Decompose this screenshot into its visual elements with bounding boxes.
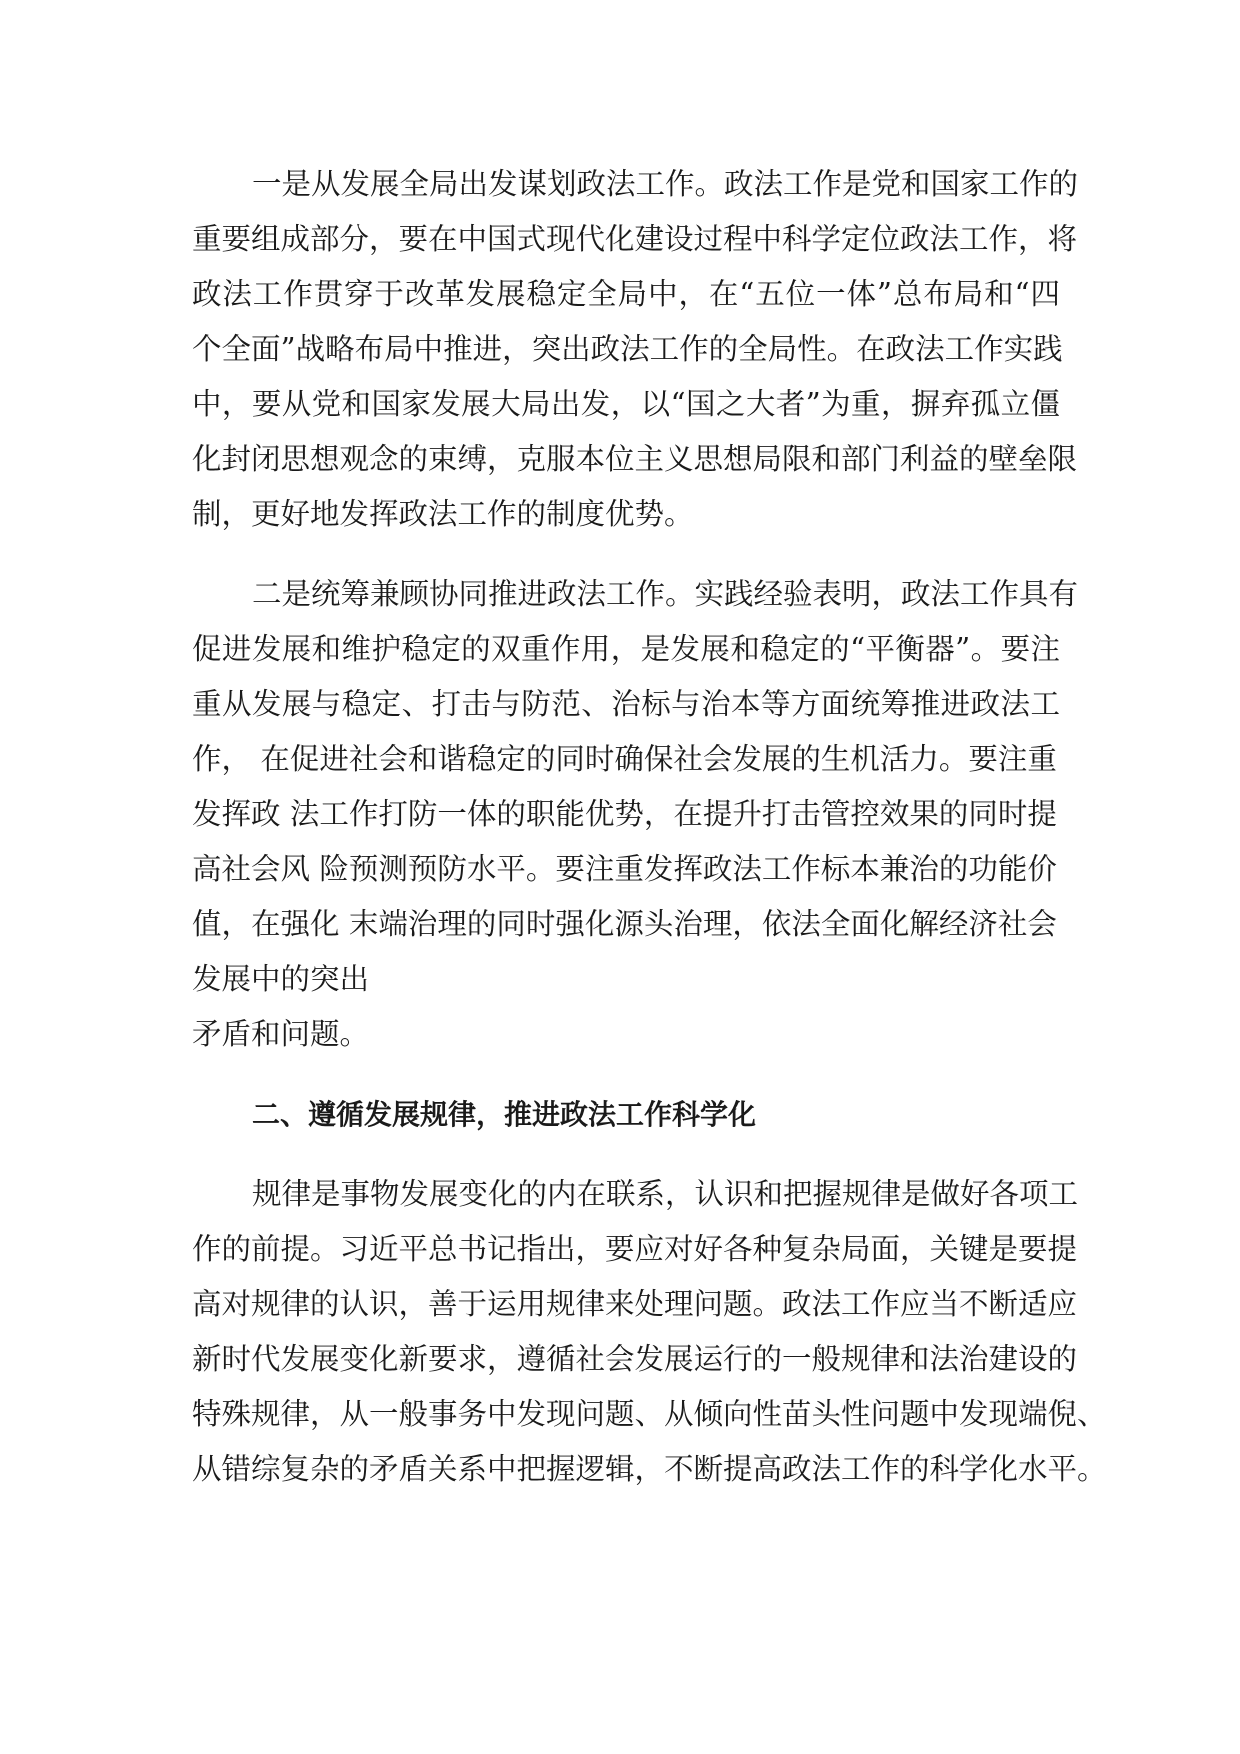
text-line: 发展中的突出 — [192, 962, 370, 996]
text-line: 制，更好地发挥政法工作的制度优势。 — [192, 497, 694, 531]
text-line: 重要组成部分，要在中国式现代化建设过程中科学定位政法工作，将 — [192, 222, 1078, 256]
text-line: 新时代发展变化新要求，遵循社会发展运行的一般规律和法治建设的 — [192, 1342, 1078, 1376]
text-line: 高社会风 险预测预防水平。要注重发挥政法工作标本兼治的功能价 — [192, 852, 1057, 886]
text-line: 作， 在促进社会和谐稳定的同时确保社会发展的生机活力。要注重 — [192, 742, 1057, 776]
text-line: 个全面”战略布局中推进，突出政法工作的全局性。在政法工作实践 — [192, 332, 1063, 366]
text-line: 矛盾和问题。 — [192, 1017, 370, 1051]
text-line: 值，在强化 末端治理的同时强化源头治理，依法全面化解经济社会 — [192, 907, 1057, 941]
text-line: 规律是事物发展变化的内在联系，认识和把握规律是做好各项工 — [252, 1177, 1079, 1211]
section-heading: 二、遵循发展规律，推进政法工作科学化 — [252, 1098, 757, 1131]
text-line: 政法工作贯穿于改革发展稳定全局中，在“五位一体”总布局和“四 — [192, 277, 1060, 311]
text-line: 重从发展与稳定、打击与防范、治标与治本等方面统筹推进政法工 — [192, 687, 1060, 721]
text-line: 化封闭思想观念的束缚，克服本位主义思想局限和部门利益的壁垒限 — [192, 442, 1078, 476]
text-line: 特殊规律，从一般事务中发现问题、从倾向性苗头性问题中发现端倪、 — [192, 1397, 1107, 1431]
text-line: 二是统筹兼顾协同推进政法工作。实践经验表明，政法工作具有 — [252, 577, 1079, 611]
text-line: 一是从发展全局出发谋划政法工作。政法工作是党和国家工作的 — [252, 167, 1079, 201]
text-line: 促进发展和维护稳定的双重作用，是发展和稳定的“平衡器”。要注 — [192, 632, 1060, 666]
text-line: 发挥政 法工作打防一体的职能优势，在提升打击管控效果的同时提 — [192, 797, 1057, 831]
text-line: 作的前提。习近平总书记指出，要应对好各种复杂局面，关键是要提 — [192, 1232, 1078, 1266]
text-line: 从错综复杂的矛盾关系中把握逻辑，不断提高政法工作的科学化水平。 — [192, 1452, 1107, 1486]
text-line: 高对规律的认识，善于运用规律来处理问题。政法工作应当不断适应 — [192, 1287, 1078, 1321]
text-line: 中，要从党和国家发展大局出发，以“国之大者”为重，摒弃孤立僵 — [192, 387, 1060, 421]
